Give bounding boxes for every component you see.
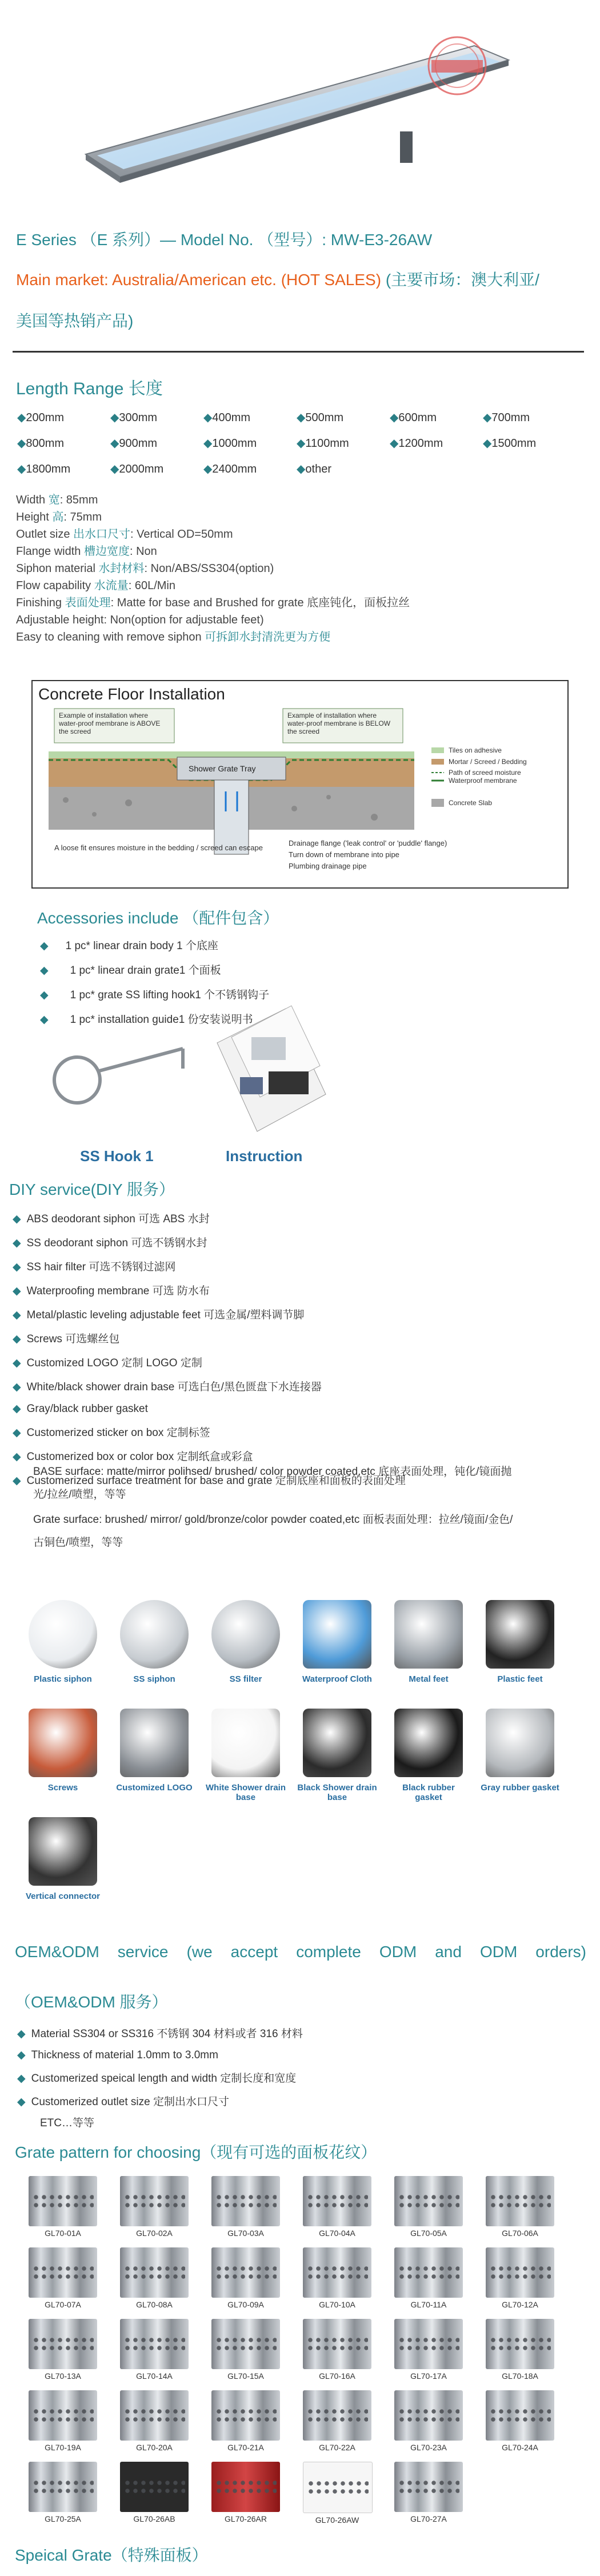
diy-thumbnail: [206, 1600, 286, 1684]
grate-pattern-image: [29, 2319, 97, 2369]
grate-pattern[interactable]: [303, 2176, 371, 2239]
diy-thumbnail-image: [394, 1709, 463, 1777]
diy-thumbnail-image: [211, 1600, 280, 1669]
oem-item: ◆ Customerized speical length and width 定制长度和宽度: [17, 2073, 297, 2085]
market-line: [16, 267, 539, 290]
legend-3: Waterproof membrane: [449, 777, 517, 785]
length-option: ◆400mm: [203, 411, 251, 424]
spec-row: Adjustable height: Non(option for adjustable feet): [16, 614, 264, 626]
spec-row: Easy to cleaning with remove siphon 可拆卸水封清洗更为方便: [16, 631, 331, 643]
grate-pattern-code: GL70-01A: [45, 2229, 81, 2238]
instruction-image: [206, 1003, 337, 1140]
grate-pattern-code: GL70-06A: [502, 2229, 538, 2238]
grate-pattern-code: GL70-02A: [136, 2229, 173, 2238]
spec-row: Flow capability 水流量: 60L/Min: [16, 579, 175, 592]
length-option: ◆1200mm: [390, 437, 443, 450]
grate-pattern-image: [120, 2176, 189, 2226]
oem-title-cn: （OEM&ODM 服务）: [15, 1993, 168, 2011]
hook-label: SS Hook 1: [80, 1147, 154, 1165]
diy-thumbnail-label: Screws: [47, 1783, 78, 1793]
diy-thumbnail: [23, 1709, 103, 1793]
diy-thumbnail-label: SS siphon: [133, 1674, 175, 1684]
grate-pattern[interactable]: [394, 2390, 463, 2453]
grate-surface-line1: Grate surface: brushed/ mirror/ gold/bronze/color powder coated,etc 面板表面处理：拉丝/镜面/金色/: [33, 1514, 513, 1526]
certification-stamp-icon: [429, 37, 486, 94]
diagram-bottom-right-2: Plumbing drainage pipe: [289, 862, 367, 870]
accessory-item: ◆ 1 pc* grate SS lifting hook1 个不锈钢钩子: [40, 989, 270, 1001]
grate-pattern-image: [303, 2247, 371, 2298]
grate-pattern-image: [211, 2176, 280, 2226]
diy-thumbnail: [389, 1709, 469, 1802]
grate-pattern-code: GL70-27A: [410, 2514, 447, 2523]
grate-pattern-image: [120, 2390, 189, 2441]
grate-pattern-code: GL70-26AW: [315, 2515, 359, 2525]
base-surface-line1: BASE surface: matte/mirror polihsed/ brushed/ color powder coated,etc 底座表面处理，钝化/镜面抛: [33, 1466, 512, 1478]
grate-pattern[interactable]: [394, 2176, 463, 2239]
grate-pattern-code: GL70-26AB: [133, 2514, 175, 2523]
grate-pattern[interactable]: [394, 2247, 463, 2310]
spec-row: Siphon material 水封材料: Non/ABS/SS304(option): [16, 562, 274, 575]
diy-thumbnail-image: [120, 1600, 189, 1669]
legend-4: Concrete Slab: [449, 799, 493, 807]
oem-item: ◆ Material SS304 or SS316 不锈钢 304 材料或者 316 材料: [17, 2028, 303, 2040]
diy-base-surface: [33, 1461, 593, 1554]
spec-row: Height 高: 75mm: [16, 511, 102, 523]
ss-hook-image: [46, 1034, 194, 1120]
grate-pattern-image: [486, 2247, 554, 2298]
grate-pattern[interactable]: [120, 2247, 189, 2310]
diy-item: ◆ Waterproofing membrane 可选 防水布: [13, 1285, 210, 1297]
diy-item: ◆ Customerized sticker on box 定制标签: [13, 1427, 210, 1439]
installation-diagram: [31, 680, 569, 889]
grate-pattern-image: [211, 2247, 280, 2298]
grate-pattern-image: [120, 2462, 189, 2512]
grate-pattern[interactable]: [29, 2319, 97, 2382]
length-option: ◆300mm: [110, 411, 158, 424]
grate-pattern-image: [394, 2176, 463, 2226]
market-line-cn: (主要市场：澳大利亚/: [385, 271, 539, 289]
grate-pattern-code: GL70-10A: [319, 2300, 355, 2309]
diy-thumbnail-label: Black Shower drain base: [297, 1783, 377, 1802]
grate-surface-line2: 古铜色/喷塑，等等: [33, 1537, 123, 1549]
length-option: ◆200mm: [17, 411, 65, 424]
diy-thumbnail-label: Plastic feet: [497, 1674, 543, 1684]
grate-pattern-code: GL70-12A: [502, 2300, 538, 2309]
grate-pattern-image: [486, 2390, 554, 2441]
diy-thumbnail-image: [486, 1600, 554, 1669]
diy-thumbnail: [114, 1709, 194, 1793]
grate-pattern-code: GL70-17A: [410, 2371, 447, 2381]
diy-thumbnails: [23, 1600, 583, 1909]
diagram-bottom-right-1: Turn down of membrane into pipe: [289, 850, 399, 859]
diy-thumbnail: [23, 1600, 103, 1684]
diy-thumbnail-label: Metal feet: [409, 1674, 449, 1684]
grate-pattern-code: GL70-03A: [227, 2229, 264, 2238]
accessories-title: Accessories include （配件包含）: [37, 909, 279, 927]
length-option: ◆2000mm: [110, 463, 164, 475]
diy-thumbnail: [23, 1817, 103, 1901]
length-option: ◆900mm: [110, 437, 158, 450]
grate-pattern-image: [303, 2176, 371, 2226]
grate-pattern[interactable]: [486, 2176, 554, 2239]
grate-pattern[interactable]: [29, 2247, 97, 2310]
diy-thumbnail-label: Waterproof Cloth: [302, 1674, 372, 1684]
grate-pattern-code: GL70-05A: [410, 2229, 447, 2238]
length-option: ◆800mm: [17, 437, 65, 450]
grate-pattern-code: GL70-22A: [319, 2443, 355, 2452]
diy-thumbnail-label: Plastic siphon: [34, 1674, 92, 1684]
length-option: ◆other: [297, 463, 331, 475]
grate-pattern-image: [303, 2462, 373, 2513]
market-line-en: Main market: Australia/American etc. (HOT SALES): [16, 271, 382, 289]
grate-pattern[interactable]: [486, 2390, 554, 2453]
grate-pattern[interactable]: [211, 2176, 280, 2239]
diy-thumbnail-label: Vertical connector: [25, 1891, 101, 1901]
diy-thumbnail-label: White Shower drain base: [206, 1783, 286, 1802]
diy-list: [13, 1210, 584, 1496]
grate-pattern[interactable]: [120, 2462, 189, 2525]
spec-row: Outlet size 出水口尺寸: Vertical OD=50mm: [16, 528, 233, 541]
diy-item: ◆ SS deodorant siphon 可选不锈钢水封: [13, 1237, 207, 1249]
length-option: ◆600mm: [390, 411, 437, 424]
grate-pattern-image: [211, 2462, 280, 2512]
legend-2: Path of screed moisture: [449, 769, 521, 777]
diy-thumbnail-label: Customized LOGO: [116, 1783, 193, 1793]
grate-pattern-code: GL70-04A: [319, 2229, 355, 2238]
grate-pattern-image: [394, 2462, 463, 2512]
grate-pattern[interactable]: [120, 2390, 189, 2453]
grate-pattern-code: GL70-24A: [502, 2443, 538, 2452]
diy-thumbnail-image: [211, 1709, 280, 1777]
legend-0: Tiles on adhesive: [449, 746, 502, 754]
spec-list: [16, 491, 587, 646]
spec-row: Width 宽: 85mm: [16, 494, 98, 506]
grate-pattern[interactable]: [29, 2176, 97, 2239]
diagram-bottom-left: A loose fit ensures moisture in the bedding / screed can escape: [54, 843, 263, 852]
diagram-bottom-right-0: Drainage flange ('leak control' or 'puddle' flange): [289, 839, 447, 847]
diy-thumbnail-image: [394, 1600, 463, 1669]
grate-pattern-image: [29, 2390, 97, 2441]
grate-pattern[interactable]: [29, 2390, 97, 2453]
grate-pattern-image: [120, 2319, 189, 2369]
grate-pattern-code: GL70-13A: [45, 2371, 81, 2381]
grate-pattern-code: GL70-20A: [136, 2443, 173, 2452]
product-image: [80, 11, 526, 206]
length-title: Length Range 长度: [16, 379, 163, 398]
accessory-item: ◆ 1 pc* linear drain grate1 个面板: [40, 965, 221, 977]
diy-thumbnail-image: [120, 1709, 189, 1777]
diy-thumbnail-image: [486, 1709, 554, 1777]
grate-pattern-image: [394, 2319, 463, 2369]
diy-thumbnail: [480, 1600, 560, 1684]
grate-pattern-image: [120, 2247, 189, 2298]
special-grate-title: Speical Grate（特殊面板）: [15, 2546, 208, 2564]
diy-thumbnail-image: [29, 1600, 97, 1669]
market-line-cn2: 美国等热销产品): [16, 312, 134, 330]
grate-pattern-image: [29, 2247, 97, 2298]
length-option: ◆700mm: [483, 411, 530, 424]
divider: [13, 351, 584, 353]
grate-pattern[interactable]: [303, 2390, 371, 2453]
diy-item: ◆ Customized LOGO 定制 LOGO 定制: [13, 1357, 202, 1369]
grate-pattern[interactable]: [394, 2319, 463, 2382]
grate-pattern[interactable]: [394, 2462, 463, 2525]
grate-pattern[interactable]: [211, 2390, 280, 2453]
diy-thumbnail-label: Black rubber gasket: [402, 1783, 455, 1802]
diy-item: ◆ Gray/black rubber gasket: [13, 1403, 148, 1415]
grate-title: Grate pattern for choosing（现有可选的面板花纹）: [15, 2143, 377, 2161]
length-option: ◆2400mm: [203, 463, 257, 475]
grate-pattern-code: GL70-19A: [45, 2443, 81, 2452]
diy-thumbnail-image: [29, 1709, 97, 1777]
diagram-tray-label: Shower Grate Tray: [189, 764, 256, 773]
length-option: ◆1100mm: [297, 437, 349, 450]
diy-item: ◆ Customerized box or color box 定制纸盒或彩盒: [13, 1451, 253, 1463]
length-option: ◆500mm: [297, 411, 344, 424]
grate-pattern-code: GL70-15A: [227, 2371, 264, 2381]
diy-item: ◆ Screws 可选螺丝包: [13, 1333, 120, 1345]
base-surface-line2: 光/拉丝/喷塑，等等: [33, 1489, 126, 1501]
length-option: ◆1500mm: [483, 437, 537, 450]
grate-pattern[interactable]: [303, 2247, 371, 2310]
oem-title: OEM&ODM service (we accept complete ODM and ODM orders): [15, 1943, 586, 1961]
instruction-label: Instruction: [226, 1147, 303, 1165]
spec-row: Finishing 表面处理: Matte for base and Brushed for grate 底座钝化，面板拉丝: [16, 597, 410, 609]
diy-thumbnail: [297, 1600, 377, 1684]
grate-pattern-image: [211, 2319, 280, 2369]
grate-pattern-code: GL70-25A: [45, 2514, 81, 2523]
grate-pattern-image: [303, 2390, 371, 2441]
grate-pattern-code: GL70-16A: [319, 2371, 355, 2381]
grate-pattern-code: GL70-08A: [136, 2300, 173, 2309]
grate-pattern[interactable]: [211, 2247, 280, 2310]
diy-thumbnail-image: [303, 1709, 371, 1777]
grate-pattern[interactable]: [303, 2319, 371, 2382]
grate-pattern-code: GL70-14A: [136, 2371, 173, 2381]
oem-list: [17, 2025, 303, 2117]
grate-pattern-code: GL70-26AR: [225, 2514, 267, 2523]
grate-pattern-image: [394, 2390, 463, 2441]
grate-grid: [29, 2176, 577, 2530]
length-option: ◆1800mm: [17, 463, 71, 475]
diy-thumbnail: [206, 1709, 286, 1802]
model-line: E Series （E 系列）— Model No. （型号）: MW-E3-26AW: [16, 231, 433, 249]
oem-item: ◆ Thickness of material 1.0mm to 3.0mm: [17, 2049, 218, 2061]
diy-thumbnail: [389, 1600, 469, 1684]
grate-pattern[interactable]: [120, 2176, 189, 2239]
grate-pattern-code: GL70-09A: [227, 2300, 264, 2309]
grate-pattern[interactable]: [303, 2462, 371, 2525]
accessory-item: ◆ 1 pc* linear drain body 1 个底座: [40, 940, 218, 952]
grate-pattern-image: [29, 2462, 97, 2512]
grate-pattern-image: [486, 2319, 554, 2369]
diy-item: ◆ Customerized surface treatment for base and grate 定制底座和面板的表面处理: [13, 1475, 406, 1487]
grate-pattern-code: GL70-11A: [410, 2300, 447, 2309]
diy-thumbnail-image: [303, 1600, 371, 1669]
diy-thumbnail-label: Gray rubber gasket: [481, 1783, 559, 1793]
diy-item: ◆ SS hair filter 可选不锈钢过滤网: [13, 1261, 176, 1273]
diagram-note-right: Example of installation where water-proof membrane is BELOW the screed: [287, 711, 391, 735]
grate-pattern-code: GL70-18A: [502, 2371, 538, 2381]
grate-pattern[interactable]: [120, 2319, 189, 2382]
diy-thumbnail-image: [29, 1817, 97, 1886]
grate-pattern[interactable]: [486, 2247, 554, 2310]
grate-pattern-image: [486, 2176, 554, 2226]
grate-pattern-code: GL70-07A: [45, 2300, 81, 2309]
diy-title: DIY service(DIY 服务）: [9, 1181, 175, 1198]
grate-pattern-code: GL70-21A: [227, 2443, 264, 2452]
grate-pattern-image: [394, 2247, 463, 2298]
accessory-item: ◆ 1 pc* installation guide1 份安装说明书: [40, 1014, 253, 1026]
diy-thumbnail: [114, 1600, 194, 1684]
length-grid: [17, 410, 589, 476]
diy-item: ◆ White/black shower drain base 可选白色/黑色匮盘下水连接器: [13, 1381, 322, 1393]
grate-pattern-image: [211, 2390, 280, 2441]
grate-pattern-image: [29, 2176, 97, 2226]
legend-1: Mortar / Screed / Bedding: [449, 758, 527, 766]
grate-pattern[interactable]: [29, 2462, 97, 2525]
spec-row: Flange width 槽边宽度: Non: [16, 545, 157, 558]
grate-pattern[interactable]: [486, 2319, 554, 2382]
diy-thumbnail-label: SS filter: [229, 1674, 262, 1684]
grate-pattern-image: [303, 2319, 371, 2369]
diy-item: ◆ Metal/plastic leveling adjustable feet 可选金属/塑料调节脚: [13, 1309, 305, 1321]
diy-item: ◆ ABS deodorant siphon 可选 ABS 水封: [13, 1213, 210, 1225]
grate-pattern-code: GL70-23A: [410, 2443, 447, 2452]
length-option: ◆1000mm: [203, 437, 257, 450]
oem-item: ◆ Customerized outlet size 定制出水口尺寸: [17, 2096, 229, 2108]
diagram-note-left: Example of installation where water-proof membrane is ABOVE the screed: [59, 711, 161, 735]
grate-pattern[interactable]: [211, 2319, 280, 2382]
diy-thumbnail: [480, 1709, 560, 1793]
diagram-title: Concrete Floor Installation: [38, 685, 225, 703]
grate-pattern[interactable]: [211, 2462, 280, 2525]
diy-thumbnail: [297, 1709, 377, 1802]
oem-etc: ETC…等等: [40, 2117, 95, 2129]
